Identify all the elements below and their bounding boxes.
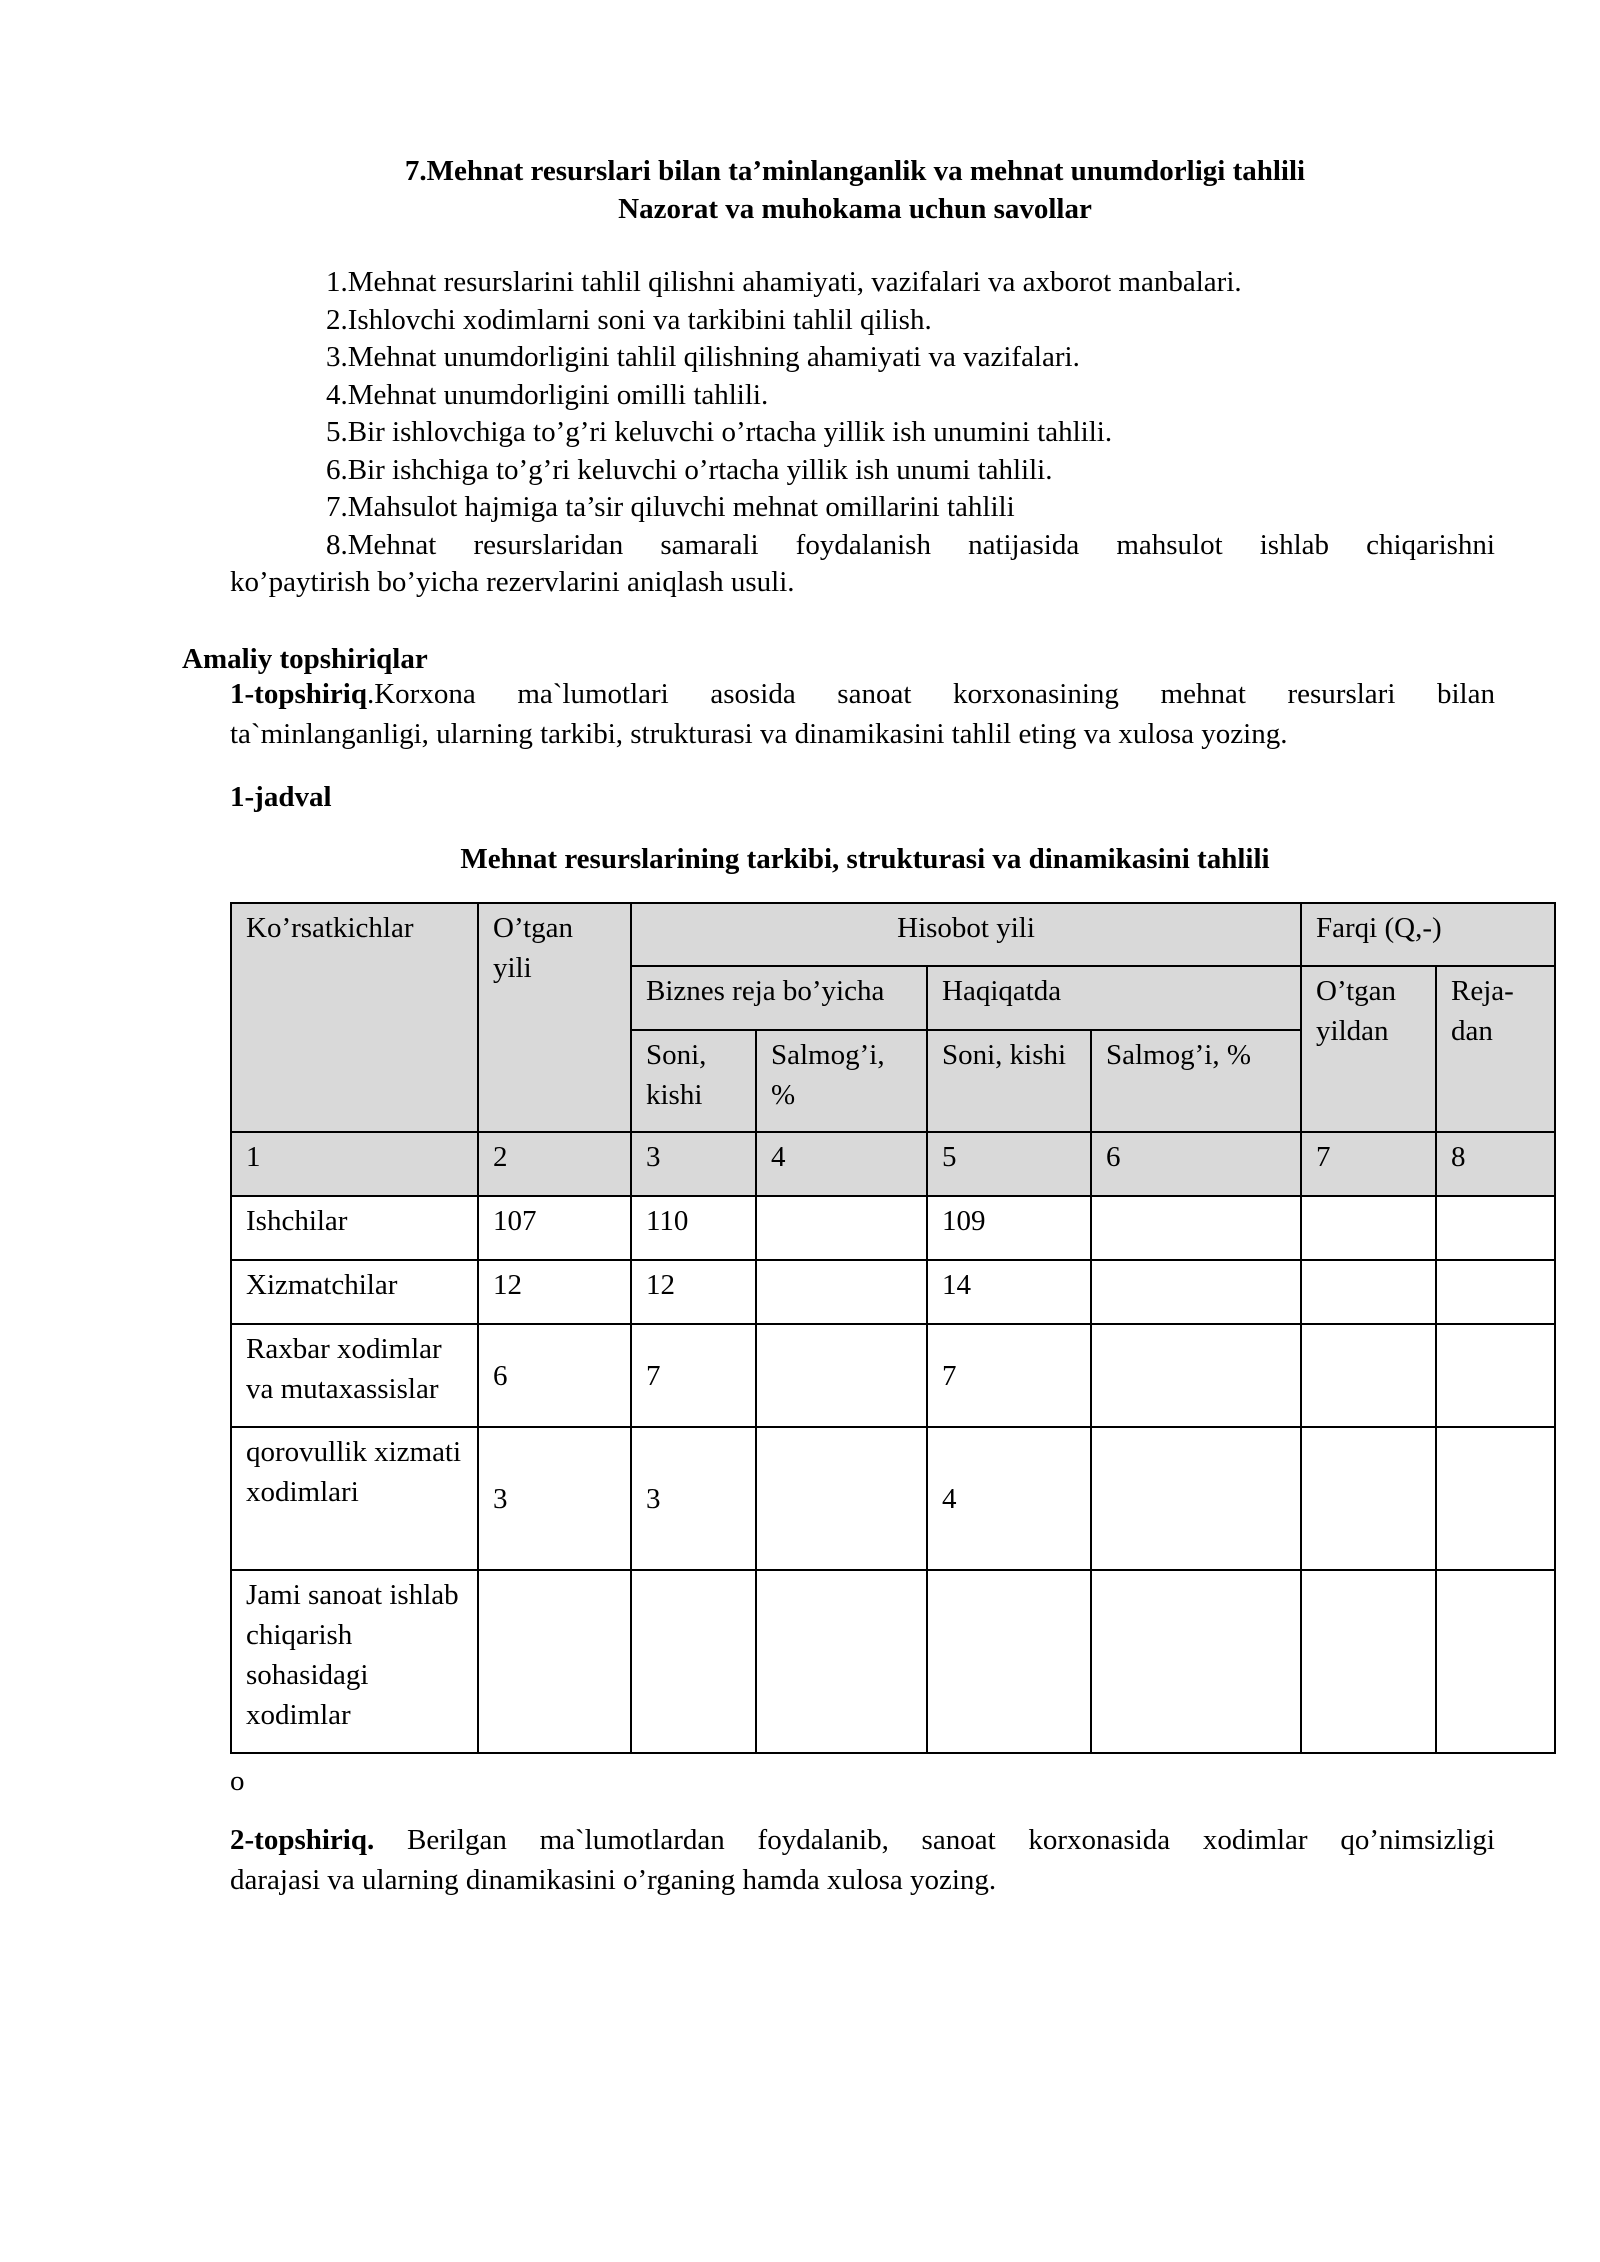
table-row [231,1260,1555,1324]
cell-plan: 12 [631,1260,756,1324]
cell-plan-share [756,1324,927,1427]
cell-actual: 4 [927,1427,1091,1570]
row-name: Jami sanoat ishlab chiqarish sohasidagi xodimlar [231,1570,478,1753]
table-row [231,1427,1555,1570]
row-name: Xizmatchilar [231,1260,478,1324]
column-number: 7 [1301,1132,1436,1196]
column-number: 4 [756,1132,927,1196]
cell-prev [478,1570,631,1753]
cell-actual: 14 [927,1260,1091,1324]
cell-diff-prev [1301,1196,1436,1260]
task-text-continued: ta`minlanganligi, ularning tarkibi, strukturasi va dinamikasini tahlil eting va xulosa yozing. [230,718,1288,750]
cell-diff-prev [1301,1324,1436,1427]
cell-actual [927,1570,1091,1753]
task-2 [230,1820,1495,1900]
cell-diff-plan [1436,1324,1555,1427]
question-item: 1.Mehnat resurslarini tahlil qilishni ahamiyati, vazifalari va axborot manbalari. [326,266,1242,298]
question-item: 4.Mehnat unumdorligini omilli tahlili. [326,378,769,411]
question-item: 3.Mehnat unumdorligini tahlil qilishning ahamiyati va vazifalari. [326,341,1080,373]
header-plan: Biznes reja bo’yicha [631,966,927,1030]
header-difference: Farqi (Q,-) [1301,903,1555,966]
question-item: 8.Mehnat resurslaridan samarali foydalanish natijasida mahsulot ishlab chiqarishni [326,528,1495,561]
cell-plan: 7 [631,1324,756,1427]
header-actual-count: Soni, kishi [927,1030,1091,1132]
table-label: 1-jadval [230,781,332,813]
cell-actual-share [1091,1427,1301,1570]
header-indicators: Ko’rsatkichlar [231,903,478,1132]
cell-actual: 7 [927,1324,1091,1427]
task-text: Berilgan ma`lumotlardan foydalanib, sanoat korxonasida xodimlar qo’nimsizligi [374,1824,1495,1856]
section-heading: Amaliy topshiriqlar [182,643,428,675]
table-row [231,1324,1555,1427]
cell-plan [631,1570,756,1753]
cell-actual-share [1091,1570,1301,1753]
cell-plan-share [756,1427,927,1570]
row-name: qorovullik xizmati xodimlari [231,1427,478,1570]
header-plan-count: Soni, kishi [631,1030,756,1132]
column-number: 2 [478,1132,631,1196]
column-number: 3 [631,1132,756,1196]
page-title: 7.Mehnat resurslari bilan ta’minlanganlik va mehnat unumdorligi tahlili [404,155,1306,187]
row-name: Raxbar xodimlar va mutaxassislar [231,1324,478,1427]
column-number: 1 [231,1132,478,1196]
question-item-continued: ko’paytirish bo’yicha rezervlarini aniqlash usuli. [230,566,795,598]
cell-diff-prev [1301,1260,1436,1324]
question-item: 6.Bir ishchiga to’g’ri keluvchi o’rtacha yillik ish unumi tahlili. [326,453,1053,486]
cell-actual-share [1091,1260,1301,1324]
cell-diff-plan [1436,1570,1555,1753]
cell-prev: 107 [478,1196,631,1260]
task-label: 1-topshiriq [230,678,367,710]
cell-plan: 110 [631,1196,756,1260]
data-table [230,902,1556,1754]
header-prev-year: O’tgan yili [478,903,631,1132]
task-text-continued: darajasi va ularning dinamikasini o’rganing hamda xulosa yozing. [230,1864,997,1896]
header-report-year: Hisobot yili [631,903,1301,966]
cell-actual-share [1091,1196,1301,1260]
column-number: 8 [1436,1132,1555,1196]
header-plan-share: Salmog’i, % [756,1030,927,1132]
cell-diff-plan [1436,1260,1555,1324]
cell-plan-share [756,1196,927,1260]
cell-prev: 3 [478,1427,631,1570]
row-name: Ishchilar [231,1196,478,1260]
header-actual: Haqiqatda [927,966,1301,1030]
task-label: 2-topshiriq. [230,1824,375,1856]
question-list [230,264,1495,602]
cell-actual: 109 [927,1196,1091,1260]
cell-actual-share [1091,1324,1301,1427]
cell-plan-share [756,1260,927,1324]
stray-text: o [230,1765,245,1797]
cell-plan-share [756,1570,927,1753]
question-item: 2.Ishlovchi xodimlarni soni va tarkibini tahlil qilish. [326,303,932,336]
cell-plan: 3 [631,1427,756,1570]
cell-diff-prev [1301,1570,1436,1753]
question-item: 5.Bir ishlovchiga to’g’ri keluvchi o’rtacha yillik ish unumini tahlili. [326,416,1113,448]
task-text: .Korxona ma`lumotlari asosida sanoat korxonasining mehnat resurslari bilan [366,678,1495,710]
task-1 [230,674,1495,754]
cell-diff-plan [1436,1427,1555,1570]
cell-diff-plan [1436,1196,1555,1260]
column-number: 5 [927,1132,1091,1196]
cell-prev: 12 [478,1260,631,1324]
table-row [231,1570,1555,1753]
page-subtitle: Nazorat va muhokama uchun savollar [618,193,1092,225]
table-caption: Mehnat resurslarining tarkibi, strukturasi va dinamikasini tahlili [460,843,1270,875]
table-row [231,1196,1555,1260]
header-from-plan: Reja-dan [1436,966,1555,1132]
cell-prev: 6 [478,1324,631,1427]
cell-diff-prev [1301,1427,1436,1570]
header-actual-share: Salmog’i, % [1091,1030,1301,1132]
column-number: 6 [1091,1132,1301,1196]
header-from-prev: O’tgan yildan [1301,966,1436,1132]
question-item: 7.Mahsulot hajmiga ta’sir qiluvchi mehnat omillarini tahlili [326,491,1015,523]
